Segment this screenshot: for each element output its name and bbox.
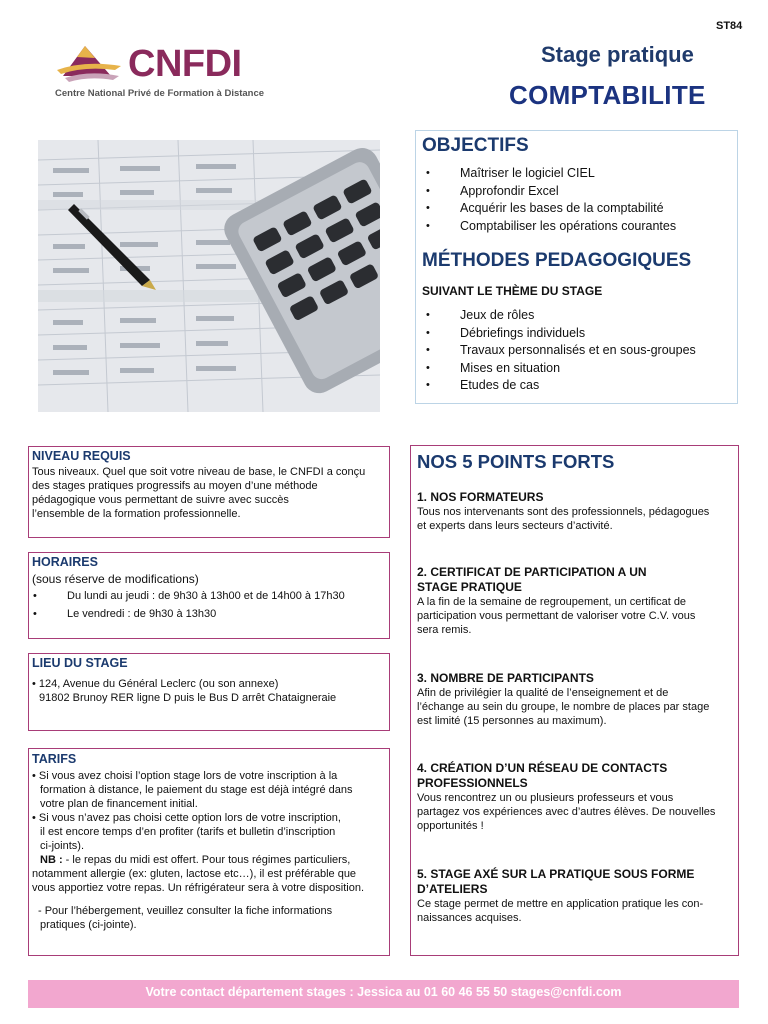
point-fort-2 bbox=[417, 565, 735, 637]
method-item: • Jeux de rôles bbox=[420, 307, 730, 325]
nb-label: NB : bbox=[40, 854, 63, 866]
niveau-line: l’ensemble de la formation professionnelle. bbox=[32, 508, 241, 520]
niveau-title: NIVEAU REQUIS bbox=[32, 449, 131, 463]
tarifs-line: • Si vous avez choisi l’option stage lors de votre inscription à la bbox=[32, 770, 338, 782]
niveau-line: pédagogique vous permettant de suivre avec succès bbox=[32, 494, 289, 506]
method-item: • Débriefings individuels bbox=[420, 325, 730, 343]
point-title: 2. CERTIFICAT DE PARTICIPATION A UN bbox=[417, 565, 647, 579]
page-title-line1: Stage pratique bbox=[541, 42, 694, 67]
logo-wordmark: CNFDI bbox=[128, 43, 242, 85]
point-text: et experts dans leurs secteurs d’activité. bbox=[417, 520, 613, 532]
methods-subheading: SUIVANT LE THÈME DU STAGE bbox=[422, 284, 603, 298]
horaires-box bbox=[28, 552, 390, 639]
points-forts-heading: NOS 5 POINTS FORTS bbox=[417, 451, 615, 472]
point-fort-3 bbox=[417, 671, 735, 728]
horaires-list bbox=[27, 588, 387, 623]
tarifs-line: votre plan de financement initial. bbox=[40, 798, 198, 810]
point-fort-4 bbox=[417, 761, 735, 833]
horaires-title: HORAIRES bbox=[32, 555, 98, 569]
point-title: 5. STAGE AXÉ SUR LA PRATIQUE SOUS FORME bbox=[417, 867, 695, 881]
lieu-box bbox=[28, 653, 390, 731]
niveau-requis-box bbox=[28, 446, 390, 538]
point-title: D’ATELIERS bbox=[417, 882, 488, 896]
logo-tagline: Centre National Privé de Formation à Distance bbox=[55, 88, 265, 99]
point-text: l’échange au sein du groupe, le nombre de places par stage bbox=[417, 701, 710, 713]
point-text: naissances acquises. bbox=[417, 912, 522, 924]
hebergement-line: - Pour l’hébergement, veuillez consulter la fiche informations bbox=[38, 905, 333, 917]
contact-text: Votre contact département stages : Jessica au 01 60 46 55 50 stages@cnfdi.com bbox=[145, 985, 622, 999]
lieu-address-line1: • 124, Avenue du Général Leclerc (ou son annexe) bbox=[32, 678, 279, 690]
method-item: • Travaux personnalisés et en sous-groupes bbox=[420, 342, 730, 360]
accounting-photo bbox=[38, 140, 380, 412]
pyramid-logo-icon bbox=[55, 40, 125, 84]
page-title-line2: COMPTABILITE bbox=[509, 80, 706, 110]
method-item: • Etudes de cas bbox=[420, 377, 730, 395]
tarifs-line: ci-joints). bbox=[40, 840, 85, 852]
cnfdi-logo bbox=[55, 40, 270, 108]
tarifs-line: formation à distance, le paiement du stage est déjà intégré dans bbox=[40, 784, 353, 796]
tarifs-line: • Si vous n’avez pas choisi cette option lors de votre inscription, bbox=[32, 812, 341, 824]
objectives-list bbox=[420, 165, 730, 235]
point-title: PROFESSIONNELS bbox=[417, 776, 528, 790]
tarifs-box bbox=[28, 748, 390, 956]
methods-list bbox=[420, 307, 730, 395]
objectives-methods-panel bbox=[415, 130, 738, 404]
horaire-item: • Du lundi au jeudi : de 9h30 à 13h00 et de 14h00 à 17h30 bbox=[27, 588, 387, 606]
point-text: sera remis. bbox=[417, 624, 472, 636]
tarifs-text bbox=[32, 769, 388, 932]
tarifs-nb-line: notamment allergie (ex: gluten, lactose etc…), il est préférable que bbox=[32, 868, 357, 880]
tarifs-nb-line: vous apportiez votre repas. Un réfrigérateur sera à votre disposition. bbox=[32, 882, 364, 894]
contact-footer bbox=[28, 980, 739, 1008]
point-text: participation vous permettant de valoriser votre C.V. vous bbox=[417, 610, 696, 622]
method-item: • Mises en situation bbox=[420, 360, 730, 378]
point-fort-1 bbox=[417, 490, 735, 533]
tarifs-title: TARIFS bbox=[32, 752, 77, 766]
point-title: 1. NOS FORMATEURS bbox=[417, 490, 544, 504]
objectives-heading: OBJECTIFS bbox=[422, 135, 529, 156]
point-text: Tous nos intervenants sont des professionnels, pédagogues bbox=[417, 506, 710, 518]
document-code: ST84 bbox=[716, 20, 743, 32]
point-title: STAGE PRATIQUE bbox=[417, 580, 522, 594]
point-text: Vous rencontrez un ou plusieurs professeurs et vous bbox=[417, 792, 674, 804]
horaire-item: • Le vendredi : de 9h30 à 13h30 bbox=[27, 606, 387, 624]
niveau-line: Tous niveaux. Quel que soit votre niveau de base, le CNFDI a conçu bbox=[32, 466, 366, 478]
horaires-note: (sous réserve de modifications) bbox=[32, 572, 199, 586]
lieu-address-line2: 91802 Brunoy RER ligne D puis le Bus D arrêt Chataigneraie bbox=[39, 692, 337, 704]
point-text: opportunités ! bbox=[417, 820, 484, 832]
point-text: partagez vos expériences avec d’autres élèves. De nouvelles bbox=[417, 806, 716, 818]
points-forts-box bbox=[410, 445, 739, 956]
point-text: Afin de privilégier la qualité de l’enseignement et de bbox=[417, 687, 669, 699]
niveau-line: des stages pratiques progressifs au moyen d’une méthode bbox=[32, 480, 318, 492]
tarifs-nb-line: - le repas du midi est offert. Pour tous régimes particuliers, bbox=[62, 854, 351, 866]
point-text: A la fin de la semaine de regroupement, un certificat de bbox=[417, 596, 687, 608]
lieu-title: LIEU DU STAGE bbox=[32, 656, 128, 670]
point-text: est limité (15 personnes au maximum). bbox=[417, 715, 607, 727]
hebergement-line: pratiques (ci-jointe). bbox=[40, 919, 137, 931]
methods-heading: MÉTHODES PEDAGOGIQUES bbox=[422, 250, 692, 271]
objective-item: • Maîtriser le logiciel CIEL bbox=[420, 165, 730, 183]
niveau-text bbox=[32, 465, 388, 521]
objective-item: • Acquérir les bases de la comptabilité bbox=[420, 200, 730, 218]
tarifs-line: il est encore temps d’en profiter (tarifs et bulletin d’inscription bbox=[40, 826, 336, 838]
objective-item: • Approfondir Excel bbox=[420, 183, 730, 201]
point-title: 4. CRÉATION D’UN RÉSEAU DE CONTACTS bbox=[417, 761, 668, 775]
objective-item: • Comptabiliser les opérations courantes bbox=[420, 218, 730, 236]
point-text: Ce stage permet de mettre en application pratique les con- bbox=[417, 898, 704, 910]
point-fort-5 bbox=[417, 867, 735, 925]
point-title: 3. NOMBRE DE PARTICIPANTS bbox=[417, 671, 594, 685]
